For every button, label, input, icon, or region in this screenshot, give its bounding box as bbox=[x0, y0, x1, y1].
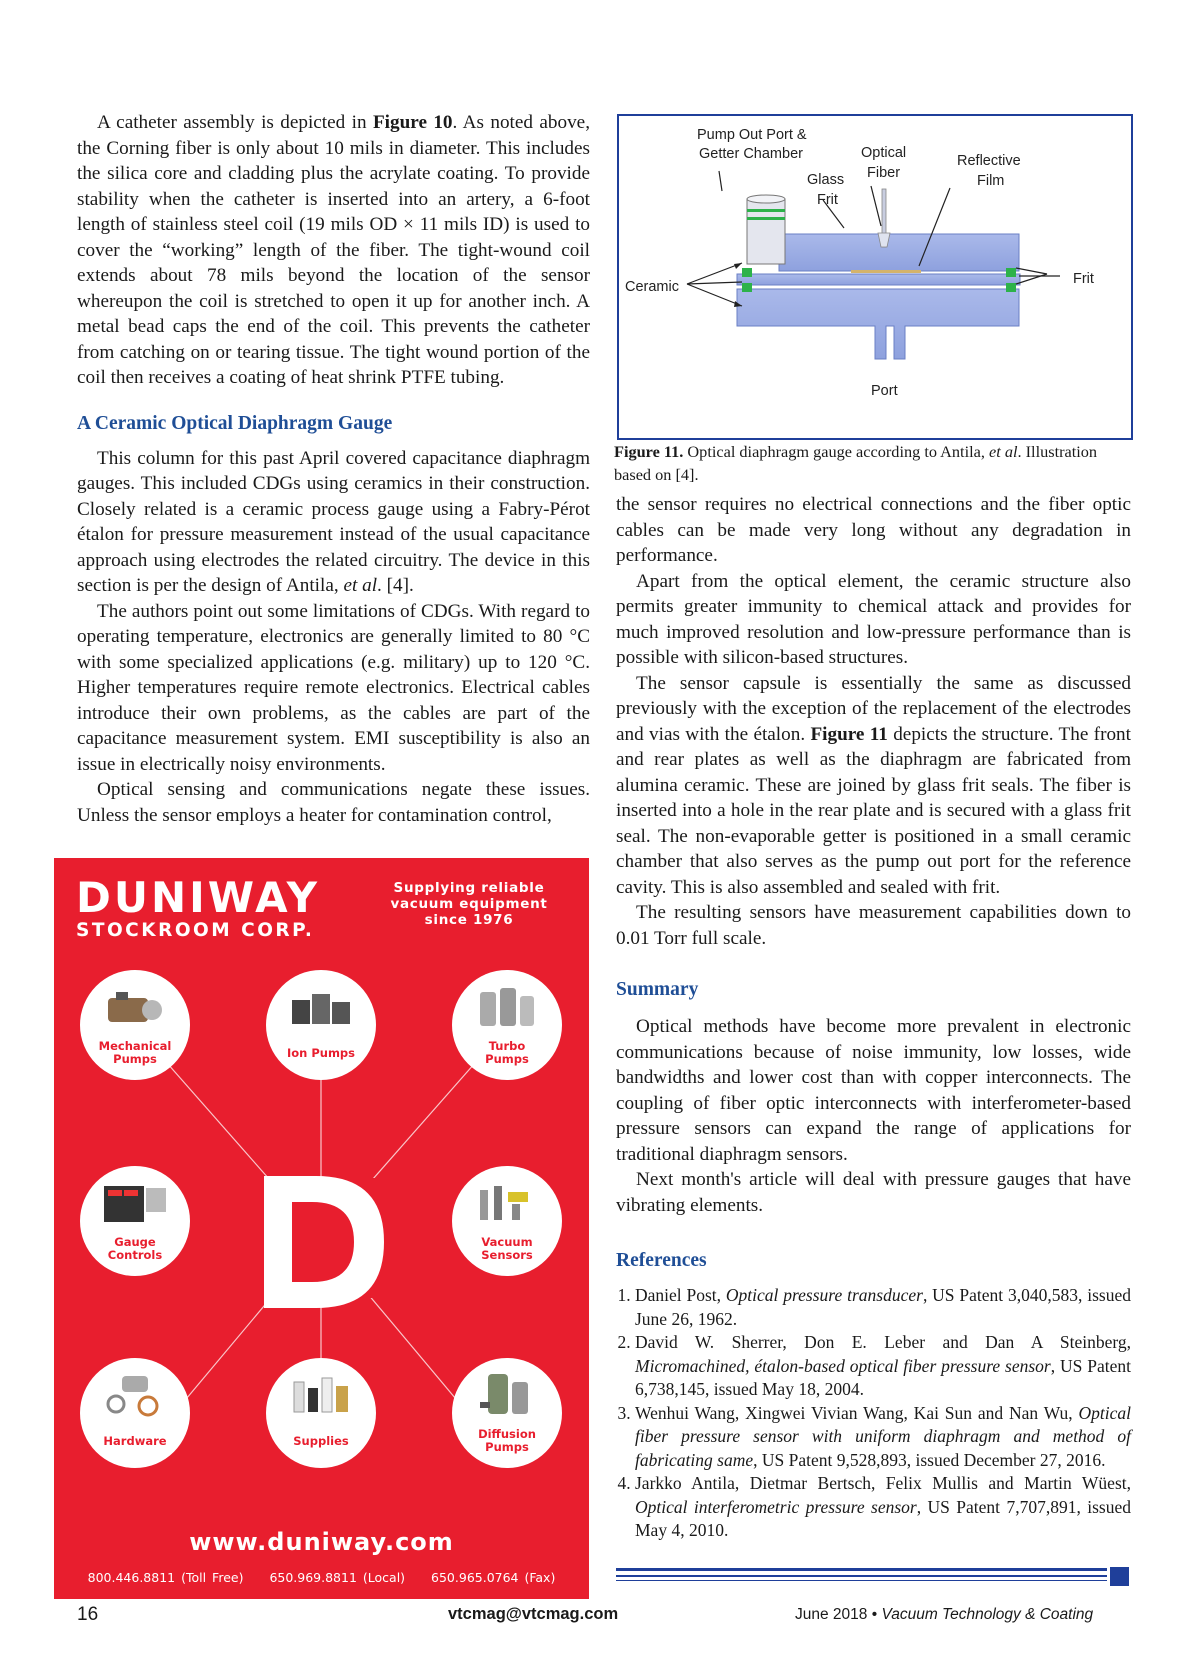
reference-item: 3. Wenhui Wang, Xingwei Vivian Wang, Kai Sun and Nan Wu, Optical fiber pressure sensor with uniform diaphragm and method of fabricating same, US Patent 9,528,893, issued December 27, 2016. bbox=[635, 1402, 1131, 1473]
paragraph: The sensor capsule is essentially the same as discussed previously with the exception of the replacement of the electrodes and vias with the étalon. Figure 11 depicts the structure. The front and rear plates as well as the diaphragm are fabricated from alumina ceramic. These are joined by glass frit seals. The fiber is inserted into a hole in the rear plate and is secured with a glass frit seal. The non-evaporable getter is positioned in a small ceramic chamber that also serves as the pump out port for the reference cavity. This is also assembled and sealed with frit. bbox=[616, 672, 1131, 898]
figure-reference: Figure 11 bbox=[810, 723, 888, 745]
product-supplies[interactable]: Supplies bbox=[266, 1358, 376, 1468]
label-fiber: Fiber bbox=[867, 165, 901, 181]
gauge-controller-icon bbox=[102, 1180, 168, 1226]
ad-brand: DUNIWAY bbox=[76, 873, 321, 922]
reference-item: 4. Jarkko Antila, Dietmar Bertsch, Felix Mullis and Martin Wüest, Optical interferometric pressure sensor, US Patent 7,707,891, issued May 4, 2010. bbox=[635, 1472, 1131, 1543]
product-mechanical-pumps[interactable]: Mechanical Pumps bbox=[80, 970, 190, 1080]
hardware-icon bbox=[102, 1372, 168, 1418]
summary-heading: Summary bbox=[616, 979, 699, 1000]
ad-tagline: Supplying reliable vacuum equipment since 1976 bbox=[390, 880, 548, 928]
footer-journal: June 2018 • Vacuum Technology & Coating bbox=[795, 1606, 1094, 1623]
section-heading: A Ceramic Optical Diaphragm Gauge bbox=[77, 412, 393, 434]
product-diffusion-pumps[interactable]: Diffusion Pumps bbox=[452, 1358, 562, 1468]
paragraph: Next month's article will deal with pressure gauges that have vibrating elements. bbox=[616, 1169, 1131, 1216]
ad-brand-sub: STOCKROOM CORP. bbox=[76, 920, 315, 941]
product-hardware[interactable]: Hardware bbox=[80, 1358, 190, 1468]
figure-reference: Figure 10 bbox=[372, 112, 453, 133]
label-ceramic: Ceramic bbox=[625, 279, 679, 295]
product-turbo-pumps[interactable]: Turbo Pumps bbox=[452, 970, 562, 1080]
reference-item: 2. David W. Sherrer, Don E. Leber and Dan A Steinberg, Micromachined, étalon-based optical fiber pressure sensor, US Patent 6,738,145, issued May 18, 2004. bbox=[635, 1331, 1131, 1402]
ad-phone-numbers: 800.446.8811 (Toll Free) 650.969.8811 (Local) 650.965.0764 (Fax) bbox=[87, 1570, 556, 1585]
page-number: 16 bbox=[77, 1604, 99, 1625]
label-frit: Frit bbox=[817, 192, 838, 208]
end-mark-square bbox=[1110, 1567, 1129, 1586]
turbo-pump-icon bbox=[474, 984, 540, 1030]
diffusion-pump-icon bbox=[474, 1372, 540, 1418]
references-heading: References bbox=[616, 1250, 707, 1271]
product-ion-pumps[interactable]: Ion Pumps bbox=[266, 970, 376, 1080]
label-glass: Glass bbox=[807, 172, 845, 188]
paragraph: Apart from the optical element, the ceramic structure also permits greater immunity to chemical attack and provides for much improved resolution and low-pressure performance than is possible with silicon-based structures. bbox=[616, 570, 1131, 668]
footer-email[interactable]: vtcmag@vtcmag.com bbox=[448, 1605, 619, 1623]
paragraph: A catheter assembly is depicted in Figure 10. As noted above, the Corning fiber is only about 10 mils in diameter. This includes the silica core and cladding plus the acrylate coating. To provide stability when the catheter is inserted into an artery, a 6-foot length of stainless steel coil (19 mils OD × 11 mils ID) is used to cover the “working” length of the fiber. The tight-wound coil extends about 78 mils beyond the location of the sensor whereupon the coil is stretched to open it up for another inch. A metal bead caps the end of the coil. This prevents the catheter from catching on or tearing tissue. The tight wound portion of the coil then receives a coating of heat shrink PTFE tubing. bbox=[77, 112, 590, 388]
paragraph: The resulting sensors have measurement capabilities down to 0.01 Torr full scale. bbox=[616, 902, 1131, 949]
product-vacuum-sensors[interactable]: Vacuum Sensors bbox=[452, 1166, 562, 1276]
footer-rule bbox=[616, 1575, 1107, 1577]
right-column bbox=[616, 492, 1131, 951]
paragraph: Optical methods have become more prevalent in electronic communications because of noise immunity, low losses, wide bandwidths and lower cost than with copper interconnects. The coupling of fiber optic interconnects with interferometer-based pressure sensors can expand the range of applications for traditional diaphragm sensors. bbox=[616, 1016, 1131, 1165]
supplies-icon bbox=[288, 1372, 354, 1418]
label-frit-right: Frit bbox=[1073, 271, 1094, 287]
paragraph: the sensor requires no electrical connections and the fiber optic cables can be made very long without any degradation in performance. bbox=[616, 494, 1131, 566]
duniway-advertisement[interactable] bbox=[54, 858, 589, 1599]
mechanical-pump-icon bbox=[102, 984, 168, 1030]
label-film: Film bbox=[977, 173, 1005, 189]
reference-item: 1. Daniel Post, Optical pressure transducer, US Patent 3,040,583, issued June 26, 1962. bbox=[635, 1284, 1131, 1331]
paragraph: The authors point out some limitations of CDGs. With regard to operating temperature, electronics are generally limited to 80 °C with some specialized applications (e.g. military) up to 120 °C. Higher temperatures require remote electronics. Electrical cables introduce their own problems, as the cables are part of the capacitance measurement system. EMI susceptibility is also an issue in electrically noisy environments. bbox=[77, 600, 590, 775]
paragraph: Optical sensing and communications negate these issues. Unless the sensor employs a heater for contamination control, bbox=[77, 779, 590, 826]
footer-rule bbox=[616, 1580, 1107, 1581]
product-gauge-controls[interactable]: Gauge Controls bbox=[80, 1166, 190, 1276]
figure-caption: Figure 11. Optical diaphragm gauge according to Antila, et al. Illustration based on [4]. bbox=[614, 442, 1098, 484]
ad-website-link[interactable]: www.duniway.com bbox=[189, 1528, 454, 1556]
summary-section bbox=[616, 1014, 1131, 1218]
label-getter: Getter Chamber bbox=[699, 146, 803, 162]
vacuum-sensor-icon bbox=[474, 1180, 540, 1226]
left-column bbox=[77, 110, 590, 828]
footer-rule bbox=[616, 1568, 1107, 1571]
ion-pump-icon bbox=[288, 984, 354, 1030]
figure-11-diagram bbox=[617, 114, 1133, 440]
label-port: Port bbox=[871, 383, 898, 399]
label-pump: Pump Out Port & bbox=[697, 127, 807, 143]
gauge-illustration bbox=[619, 116, 1131, 438]
label-reflective: Reflective bbox=[957, 153, 1021, 169]
label-optical: Optical bbox=[861, 145, 907, 161]
references-list bbox=[616, 1284, 1131, 1543]
paragraph: This column for this past April covered capacitance diaphragm gauges. This included CDGs using ceramics in their construction. Closely related is a ceramic process gauge using a Fabry-Pérot étalon for pressure measurement instead of the usual capacitance approach using electrodes the related circuitry. The device in this section is per the design of Antila, et al. [4]. bbox=[77, 447, 590, 596]
